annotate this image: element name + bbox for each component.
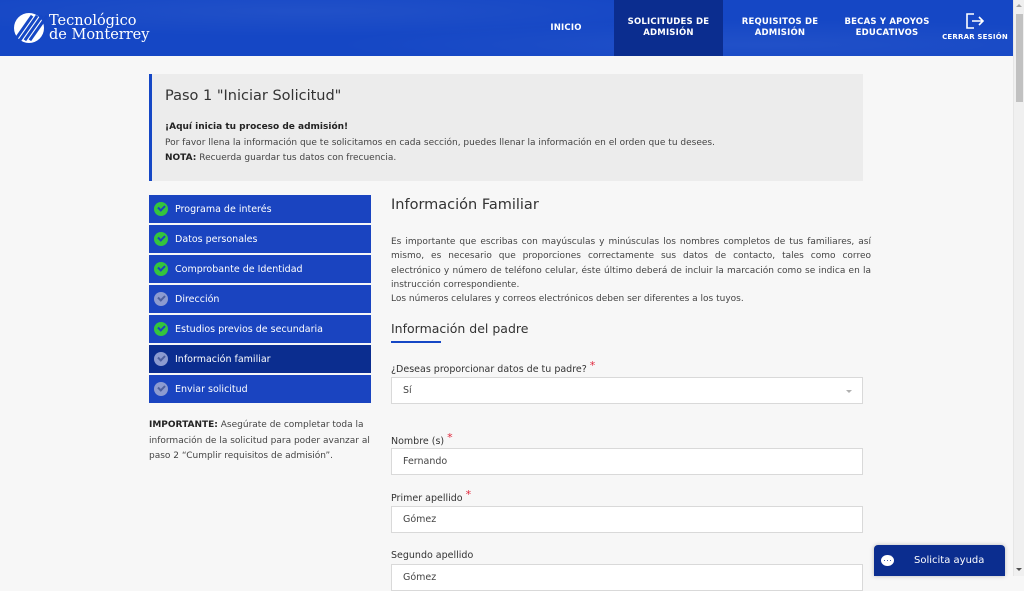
segundo-apellido-input[interactable] bbox=[391, 564, 863, 591]
check-circle-pending-icon bbox=[154, 382, 168, 396]
note-label: NOTA: bbox=[165, 152, 197, 163]
request-help-button[interactable] bbox=[874, 545, 1005, 576]
important-notice bbox=[149, 418, 373, 465]
section-description: Es importante que escribas con mayúsculas y minúsculas los nombres completos de tus familiares, así mismo, es necesario que proporciones correctamente sus datos de contacto, tales como correo electrónico y número de teléfono celular, éste último deberá de incluir la marcación como se indica en la instrucción correspondiente. bbox=[391, 237, 871, 290]
chat-icon bbox=[881, 555, 894, 566]
banner-note bbox=[165, 151, 863, 166]
subsection-underline bbox=[391, 341, 441, 343]
step-label: Programa de interés bbox=[175, 203, 272, 215]
step-datos-personales[interactable] bbox=[149, 225, 371, 253]
father-data-question-label bbox=[391, 359, 596, 375]
input-value: Gómez bbox=[403, 572, 437, 583]
help-label: Solicita ayuda bbox=[914, 555, 985, 566]
input-value: Gómez bbox=[403, 514, 437, 525]
section-title: Información Familiar bbox=[391, 197, 539, 213]
important-label: IMPORTANTE: bbox=[149, 420, 218, 430]
note-text: Recuerda guardar tus datos con frecuencia. bbox=[196, 152, 397, 163]
step-enviar-solicitud[interactable] bbox=[149, 375, 371, 403]
section-description-note: Los números celulares y correos electrónicos deben ser diferentes a los tuyos. bbox=[391, 294, 744, 305]
check-circle-pending-icon bbox=[154, 352, 168, 366]
scroll-thumb[interactable] bbox=[1016, 14, 1023, 102]
logout-label: CERRAR SESIÓN bbox=[942, 33, 1008, 41]
label-text: ¿Deseas proporcionar datos de tu padre? bbox=[391, 364, 587, 375]
scroll-down-arrow-icon[interactable] bbox=[1016, 568, 1022, 571]
family-info-section bbox=[391, 197, 871, 343]
label-text: Primer apellido bbox=[391, 493, 463, 504]
step-label: Comprobante de Identidad bbox=[175, 263, 303, 275]
logout-button[interactable] bbox=[937, 0, 1013, 56]
logo-emblem-icon bbox=[14, 13, 44, 43]
label-text: Nombre (s) bbox=[391, 436, 445, 447]
select-value: Sí bbox=[403, 385, 412, 396]
application-steps-menu bbox=[149, 195, 371, 405]
banner-instructions: Por favor llena la información que te solicitamos en cada sección, puedes llenar la información en el orden que tu desees. bbox=[165, 138, 715, 148]
top-navbar bbox=[0, 0, 1013, 56]
input-value: Fernando bbox=[403, 456, 448, 467]
step-intro-banner bbox=[149, 74, 863, 181]
nombre-label bbox=[391, 431, 453, 447]
check-circle-pending-icon bbox=[154, 292, 168, 306]
logout-icon bbox=[965, 13, 985, 29]
page-title: Paso 1 "Iniciar Solicitud" bbox=[165, 88, 342, 104]
segundo-apellido-label bbox=[391, 550, 473, 561]
important-text: Asegúrate de completar toda la información de la solicitud para poder avanzar al paso 2 “Cumplir requisitos de admisión”. bbox=[149, 420, 370, 461]
check-circle-icon bbox=[154, 322, 168, 336]
father-data-select[interactable] bbox=[391, 377, 863, 404]
check-circle-icon bbox=[154, 202, 168, 216]
subsection-title: Información del padre bbox=[391, 321, 529, 337]
step-comprobante-de-identidad[interactable] bbox=[149, 255, 371, 283]
nav-becas-y-apoyos[interactable]: BECAS Y APOYOS EDUCATIVOS bbox=[844, 17, 930, 38]
step-label: Estudios previos de secundaria bbox=[175, 323, 323, 335]
step-label: Enviar solicitud bbox=[175, 383, 248, 395]
page-scrollbar[interactable] bbox=[1013, 0, 1024, 576]
banner-lead: ¡Aquí inicia tu proceso de admisión! bbox=[165, 122, 349, 132]
step-direccion[interactable] bbox=[149, 285, 371, 313]
check-circle-icon bbox=[154, 232, 168, 246]
label-text: Segundo apellido bbox=[391, 550, 474, 561]
primer-apellido-label bbox=[391, 488, 472, 504]
step-label: Información familiar bbox=[175, 353, 271, 365]
step-informacion-familiar[interactable] bbox=[149, 345, 371, 373]
scroll-up-arrow-icon[interactable] bbox=[1016, 4, 1022, 7]
nav-solicitudes-de-admision[interactable]: SOLICITUDES DE ADMISIÓN bbox=[614, 0, 723, 56]
chevron-down-icon bbox=[846, 390, 852, 393]
logo-text bbox=[49, 14, 149, 42]
nav-requisitos-de-admision[interactable]: REQUISITOS DE ADMISIÓN bbox=[741, 17, 819, 38]
logo-line-2: de Monterrey bbox=[49, 27, 150, 43]
step-label: Dirección bbox=[175, 293, 220, 305]
step-programa-de-interes[interactable] bbox=[149, 195, 371, 223]
check-circle-icon bbox=[154, 262, 168, 276]
step-label: Datos personales bbox=[175, 233, 258, 245]
required-marker: * bbox=[589, 359, 596, 372]
primer-apellido-input[interactable] bbox=[391, 506, 863, 533]
main-nav bbox=[518, 0, 1013, 56]
nombre-input[interactable] bbox=[391, 448, 863, 475]
nav-inicio[interactable]: INICIO bbox=[550, 22, 582, 33]
tec-logo[interactable] bbox=[0, 0, 300, 56]
required-marker: * bbox=[447, 431, 453, 444]
logo-line-1: Tecnológico bbox=[49, 13, 137, 29]
required-marker: * bbox=[465, 488, 472, 501]
step-estudios-previos[interactable] bbox=[149, 315, 371, 343]
